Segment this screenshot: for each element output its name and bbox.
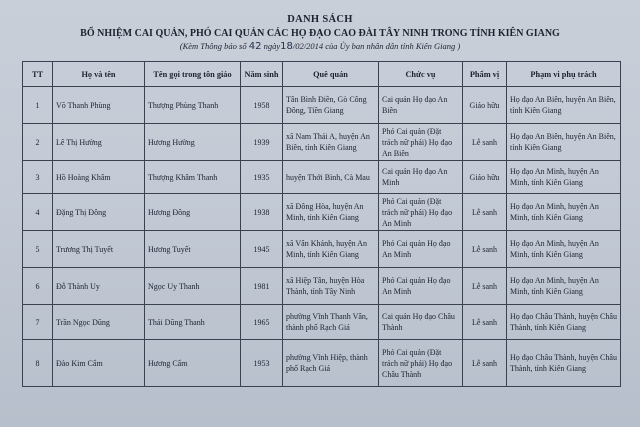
cell-rank: Lễ sanh xyxy=(463,268,507,305)
header-position: Chức vụ xyxy=(379,62,463,87)
table-row xyxy=(23,231,621,268)
table-header-row xyxy=(23,62,621,87)
cell-tt: 6 xyxy=(23,268,53,305)
note-prefix: (Kèm Thông báo số xyxy=(179,41,247,51)
header-religious-name: Tên gọi trong tôn giáo xyxy=(145,62,241,87)
cell-scope: Họ đạo An Biên, huyện An Biên, tỉnh Kiên Giang xyxy=(507,87,621,124)
cell-position: Cai quản Họ đạo An Biên xyxy=(379,87,463,124)
table-row xyxy=(23,340,621,387)
cell-hometown: xã Đông Hòa, huyện An Minh, tỉnh Kiên Giang xyxy=(283,194,379,231)
cell-religious-name: Hương Tuyết xyxy=(145,231,241,268)
cell-rank: Lễ sanh xyxy=(463,305,507,340)
cell-position: Cai quản Họ đạo An Minh xyxy=(379,161,463,194)
cell-position: Phó Cai quản Họ đạo An Minh xyxy=(379,268,463,305)
cell-rank: Giáo hữu xyxy=(463,161,507,194)
table-row xyxy=(23,194,621,231)
cell-tt: 7 xyxy=(23,305,53,340)
header-hometown: Quê quán xyxy=(283,62,379,87)
cell-rank: Lễ sanh xyxy=(463,194,507,231)
cell-position: Phó Cai quản (Đặt trách nữ phái) Họ đạo An Minh xyxy=(379,194,463,231)
cell-hometown: xã Vân Khánh, huyện An Minh, tỉnh Kiên Giang xyxy=(283,231,379,268)
cell-year: 1981 xyxy=(241,268,283,305)
cell-name: Đào Kim Cẩm xyxy=(53,340,145,387)
document-subtitle: BỔ NHIỆM CAI QUẢN, PHÓ CAI QUẢN CÁC HỌ ĐẠO CAO ĐÀI TÂY NINH TRONG TỈNH KIÊN GIANG xyxy=(80,28,560,39)
cell-hometown: xã Nam Thái A, huyện An Biên, tỉnh Kiên Giang xyxy=(283,124,379,161)
cell-scope: Họ đạo An Minh, huyện An Minh, tỉnh Kiên Giang xyxy=(507,161,621,194)
header-year: Năm sinh xyxy=(241,62,283,87)
cell-rank: Lễ sanh xyxy=(463,231,507,268)
cell-tt: 2 xyxy=(23,124,53,161)
table-row xyxy=(23,161,621,194)
note-suffix: /02/2014 của Ủy ban nhân dân tỉnh Kiên Giang ) xyxy=(292,41,461,51)
table-row xyxy=(23,87,621,124)
cell-scope: Họ đạo Châu Thành, huyện Châu Thành, tỉnh Kiên Giang xyxy=(507,340,621,387)
cell-position: Phó Cai quản (Đặt trách nữ phái) Họ đạo An Biên xyxy=(379,124,463,161)
cell-position: Phó Cai quản (Đặt trách nữ phái) Họ đạo Châu Thành xyxy=(379,340,463,387)
cell-year: 1953 xyxy=(241,340,283,387)
cell-year: 1945 xyxy=(241,231,283,268)
cell-tt: 4 xyxy=(23,194,53,231)
cell-name: Võ Thanh Phùng xyxy=(53,87,145,124)
cell-name: Lê Thị Hường xyxy=(53,124,145,161)
header-scope: Phạm vi phụ trách xyxy=(507,62,621,87)
cell-scope: Họ đạo An Biên, huyện An Biên, tỉnh Kiên Giang xyxy=(507,124,621,161)
cell-name: Trần Ngọc Dũng xyxy=(53,305,145,340)
note-day-label: ngày xyxy=(263,41,281,51)
header-rank: Phẩm vị xyxy=(463,62,507,87)
cell-name: Đỗ Thành Uy xyxy=(53,268,145,305)
header-name: Họ và tên xyxy=(53,62,145,87)
document-note xyxy=(0,41,640,52)
table-row xyxy=(23,124,621,161)
cell-religious-name: Hương Hường xyxy=(145,124,241,161)
cell-hometown: xã Hiệp Tân, huyện Hòa Thành, tỉnh Tây Ninh xyxy=(283,268,379,305)
cell-name: Đặng Thị Đông xyxy=(53,194,145,231)
cell-tt: 8 xyxy=(23,340,53,387)
cell-year: 1958 xyxy=(241,87,283,124)
cell-hometown: phường Vĩnh Thanh Vân, thành phố Rạch Giá xyxy=(283,305,379,340)
cell-position: Phó Cai quản Họ đạo An Minh xyxy=(379,231,463,268)
cell-tt: 5 xyxy=(23,231,53,268)
cell-hometown: phường Vĩnh Hiệp, thành phố Rạch Giá xyxy=(283,340,379,387)
table-row xyxy=(23,268,621,305)
cell-religious-name: Hương Cẩm xyxy=(145,340,241,387)
note-day: 18 xyxy=(280,41,293,52)
cell-hometown: Tân Bình Điền, Gò Công Đông, Tiền Giang xyxy=(283,87,379,124)
cell-hometown: huyện Thới Bình, Cà Mau xyxy=(283,161,379,194)
cell-name: Trương Thị Tuyết xyxy=(53,231,145,268)
cell-rank: Giáo hữu xyxy=(463,87,507,124)
cell-scope: Họ đạo An Minh, huyện An Minh, tỉnh Kiên Giang xyxy=(507,231,621,268)
cell-religious-name: Hương Đông xyxy=(145,194,241,231)
cell-religious-name: Thái Dũng Thanh xyxy=(145,305,241,340)
cell-religious-name: Thượng Khâm Thanh xyxy=(145,161,241,194)
table-row xyxy=(23,305,621,340)
cell-scope: Họ đạo An Minh, huyện An Minh, tỉnh Kiên Giang xyxy=(507,194,621,231)
cell-tt: 3 xyxy=(23,161,53,194)
cell-year: 1965 xyxy=(241,305,283,340)
cell-religious-name: Thượng Phùng Thanh xyxy=(145,87,241,124)
cell-year: 1935 xyxy=(241,161,283,194)
cell-scope: Họ đạo An Minh, huyện An Minh, tỉnh Kiên Giang xyxy=(507,268,621,305)
cell-year: 1939 xyxy=(241,124,283,161)
cell-tt: 1 xyxy=(23,87,53,124)
cell-religious-name: Ngọc Uy Thanh xyxy=(145,268,241,305)
header-tt: TT xyxy=(23,62,53,87)
appointment-table xyxy=(22,61,621,387)
cell-rank: Lễ sanh xyxy=(463,340,507,387)
document-title: DANH SÁCH xyxy=(287,14,353,25)
cell-rank: Lễ sanh xyxy=(463,124,507,161)
cell-name: Hồ Hoàng Khâm xyxy=(53,161,145,194)
cell-scope: Họ đạo Châu Thành, huyện Châu Thành, tỉnh Kiên Giang xyxy=(507,305,621,340)
cell-year: 1938 xyxy=(241,194,283,231)
cell-position: Cai quản Họ đạo Châu Thành xyxy=(379,305,463,340)
note-number: 42 xyxy=(248,41,262,52)
